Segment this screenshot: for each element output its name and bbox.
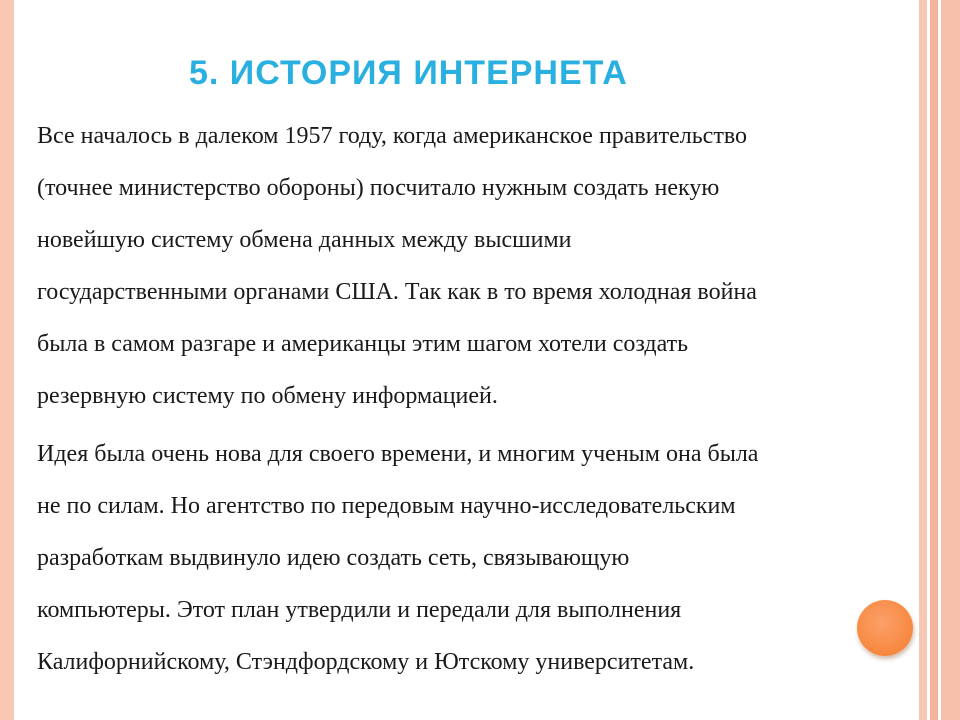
left-decorative-border: [0, 0, 14, 720]
slide-title: 5. ИСТОРИЯ ИНТЕРНЕТА: [189, 54, 628, 92]
paragraph-1: [37, 110, 927, 422]
text-line: Идея была очень нова для своего времени, и многим ученым она была: [37, 441, 759, 467]
orange-circle-decoration: [857, 600, 913, 656]
slide-body: [37, 110, 927, 688]
text-line: разработкам выдвинуло идею создать сеть, связывающую: [37, 545, 630, 571]
text-line: новейшую систему обмена данных между высшими: [37, 227, 572, 253]
text-line: Калифорнийскому, Стэндфордскому и Ютскому университетам.: [37, 649, 695, 675]
stripe: [930, 0, 938, 720]
text-line: государственными органами США. Так как в то время холодная война: [37, 279, 757, 305]
stripe: [941, 0, 960, 720]
text-line: не по силам. Но агентство по передовым научно-исследовательским: [37, 493, 736, 519]
text-line: была в самом разгаре и американцы этим шагом хотели создать: [37, 331, 689, 357]
paragraph-2: [37, 428, 927, 688]
text-line: (точнее министерство обороны) посчитало нужным создать некую: [37, 175, 720, 201]
text-line: резервную систему по обмену информацией.: [37, 383, 498, 409]
text-line: Все началось в далеком 1957 году, когда американское правительство: [37, 123, 747, 149]
text-line: компьютеры. Этот план утвердили и передали для выполнения: [37, 597, 682, 623]
